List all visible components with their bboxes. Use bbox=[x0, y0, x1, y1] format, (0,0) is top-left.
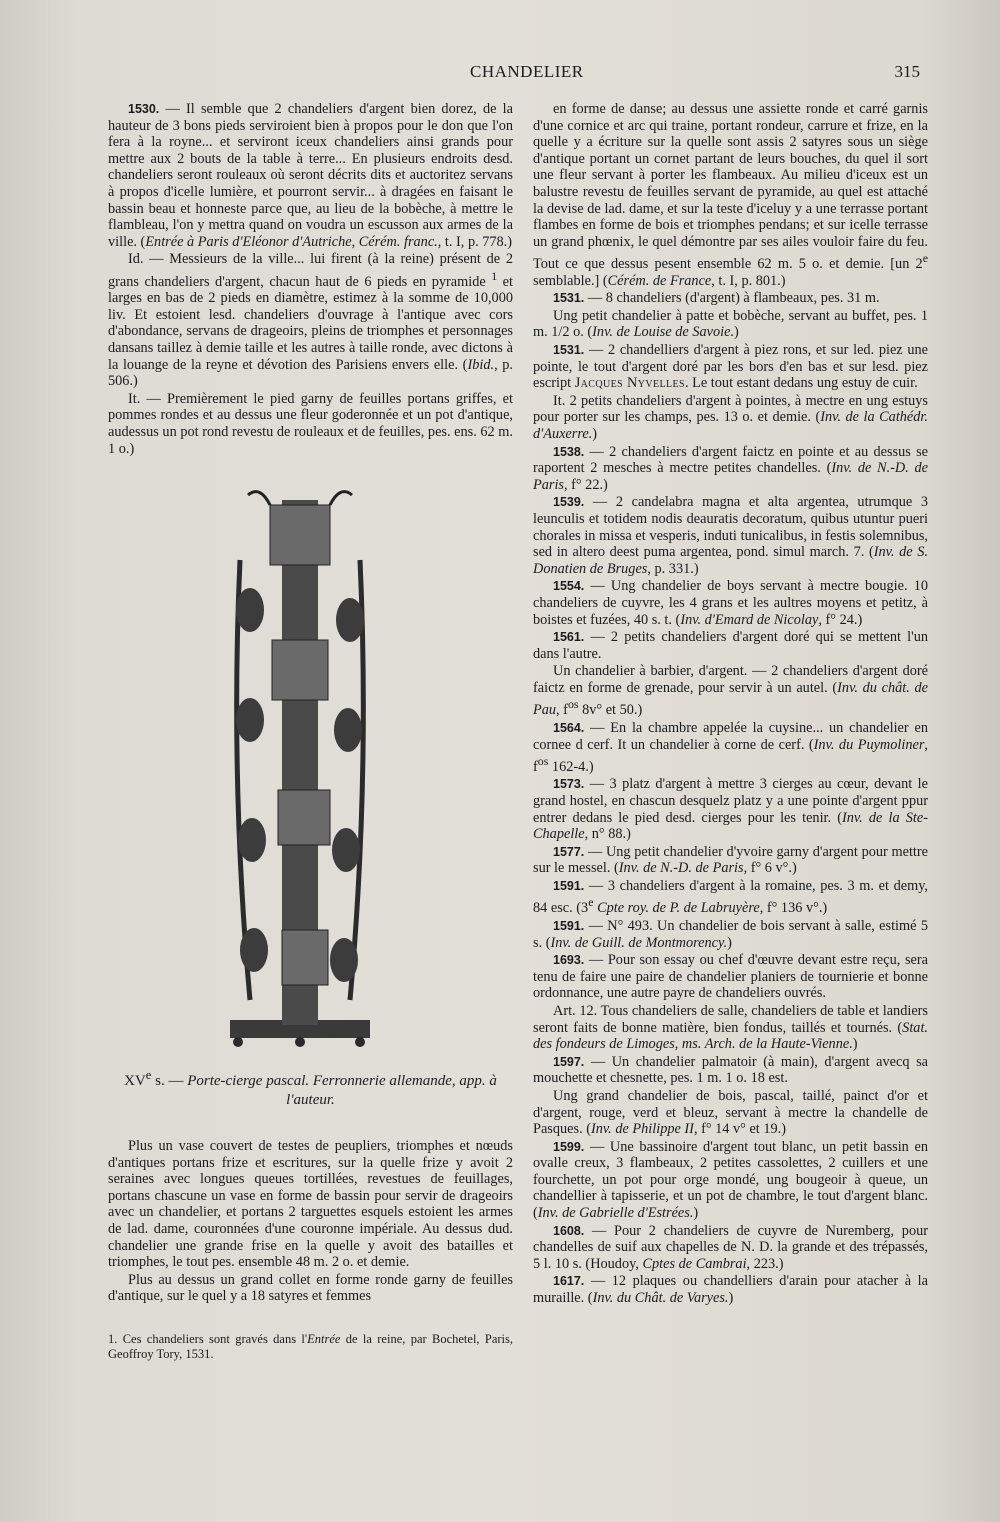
entry-year: 1530. bbox=[128, 102, 160, 116]
entry-paragraph bbox=[533, 629, 928, 662]
entry-year: 1539. bbox=[553, 495, 585, 510]
entry-paragraph bbox=[533, 101, 928, 289]
entry-paragraph bbox=[533, 844, 928, 877]
entry-text: — 3 chandeliers d'argent à la romaine, pes. 3 m. et demy, 84 esc. (3e Cpte roy. de P. de Labruyère, f° 136 v°.) bbox=[533, 878, 928, 917]
entry-paragraph bbox=[533, 1003, 928, 1053]
entry-year: 1617. bbox=[553, 1274, 585, 1289]
entry-text: — N° 493. Un chandelier de bois servant à salle, estimé 5 s. (Inv. de Guill. de Montmorency.) bbox=[533, 917, 928, 951]
entry-year: 1531. bbox=[553, 343, 585, 358]
entry-paragraph bbox=[108, 1272, 513, 1305]
entry-year: 1573. bbox=[553, 777, 585, 792]
caption-text: XVe s. — Porte-cierge pascal. Ferronnerie allemande, app. à l'auteur. bbox=[124, 1068, 497, 1108]
entry-text: — 2 petits chandeliers d'argent doré qui se mettent l'un dans l'autre. bbox=[533, 629, 928, 662]
footnote bbox=[108, 1332, 513, 1362]
entry-paragraph bbox=[533, 663, 928, 719]
entry-paragraph bbox=[533, 1054, 928, 1087]
entry-paragraph bbox=[108, 391, 513, 457]
paschal-candlestick-engraving bbox=[230, 480, 370, 1050]
entry-text: Id. — Messieurs de la ville... lui firent (à la reine) présent de 2 grans chandeliers d'argent, chacun haut de 6 pieds en pyramide $^1$ et larges en bas de 2 pieds en diamètre, estimez à la somme de 10,000 liv. Et estoient lesd. chandeliers d'ouvrage à l'antique avec cors d'abondance, servans de drageoirs, pleins de triomphes et personnages dansans taillez à demie taille et les autres à taille ronde, avec dictons à la louange de la reyne et dévotion des Parisiens envers elle. (Ibid., p. 506.) bbox=[108, 251, 513, 390]
footnote-text: 1. Ces chandeliers sont gravés dans l'Entrée de la reine, par Bochetel, Paris, Geoffroy Tory, 1531. bbox=[108, 1332, 513, 1361]
entry-text: — Il semble que 2 chandeliers d'argent bien dorez, de la hauteur de 3 bons pieds serviroient bien à propos pour le don que l'on fera à la royne... et serviront iceux chandeliers ainsi grands pour mettre aux 2 bouts de la table à terre... En plusieurs endroits desd. chandeliers seront rouleaux où seront décrits dits et auctoritez servans à propos d'icelle lumière, et pourront servir... à dragées en faisant le bassin beau et honneste parce que, au lieu de la bobèche, à mettre le flambleau, l'on y mettra quand on voudra un escusson aux armes de la ville. (Entrée à Paris d'Eléonor d'Autriche, Cérém. franc., t. I, p. 778.) bbox=[108, 101, 513, 250]
entry-text: — 2 candelabra magna et alta argentea, utrumque 3 leunculis et totidem nodis deauratis decoratum, quibus utuntur pueri chorales in missa et vesperis, induti tunicalibus, in festis solemnibus, sed in altero deest puma argentea, pond. simul march. 7. (Inv. de S. Donatien de Bruges, p. 331.) bbox=[533, 494, 929, 577]
entry-paragraph bbox=[533, 342, 928, 392]
entry-text: — 12 plaques ou chandelliers d'arain pour atacher à la muraille. (Inv. du Chât. de Varyes.) bbox=[533, 1273, 928, 1307]
entry-text: Art. 12. Tous chandeliers de salle, chandeliers de table et landiers seront faits de bonne matière, bien fondus, taillés et tournés. (Stat. des fondeurs de Limoges, ms. Arch. de la Haute-Vienne.) bbox=[533, 1002, 928, 1053]
entry-paragraph bbox=[533, 918, 928, 951]
entry-year: 1538. bbox=[553, 444, 585, 459]
right-column bbox=[533, 101, 928, 1308]
entry-paragraph bbox=[108, 1138, 513, 1271]
entry-paragraph bbox=[533, 393, 928, 443]
entry-text: Un chandelier à barbier, d'argent. — 2 chandeliers d'argent doré faictz en forme de grenade, pour servir à un autel. (Inv. du chât. de Pau, $f^{os}$ 8v° et 50.) bbox=[533, 663, 928, 719]
entry-year: 1591. bbox=[553, 879, 585, 894]
entry-text: It. 2 petits chandeliers d'argent à pointes, à mectre en ung estuys pour porter sur les champs, pes. 13 o. et demie. (Inv. de la Cathédr. d'Auxerre.) bbox=[533, 392, 928, 443]
entry-year: 1591. bbox=[553, 918, 585, 933]
entry-paragraph bbox=[533, 290, 928, 307]
entry-text: — Une bassinoire d'argent tout blanc, un petit bassin en ovalle creux, 3 flambeaux, 2 petites cassolettes, 2 cuillers et une fourchette, un pot pour orge mondé, ung bougeoir à queue, un chandellier à tapisserie, et un pot de chambre, le tout d'argent blanc. (Inv. de Gabrielle d'Estrées.) bbox=[533, 1138, 928, 1222]
entry-paragraph bbox=[533, 952, 928, 1002]
left-column-continued bbox=[108, 1138, 513, 1306]
entry-paragraph bbox=[533, 444, 928, 494]
entry-paragraph bbox=[533, 720, 928, 776]
entry-paragraph bbox=[533, 1088, 928, 1138]
entry-year: 1564. bbox=[553, 720, 585, 735]
entry-paragraph bbox=[533, 878, 928, 917]
entry-year: 1599. bbox=[553, 1139, 585, 1154]
entry-year: 1577. bbox=[553, 844, 585, 859]
entry-text: — Pour son essay ou chef d'œuvre devant estre reçu, sera tenu de faire une paire de chandelier planiers de tournierie et bonne ordonnance, une autre payre de chandeliers ouvrés. bbox=[533, 952, 928, 1002]
entry-text: Plus un vase couvert de testes de peupliers, triomphes et nœuds d'antiques portans frize et escritures, sur la quelle frize y avoit 2 seraines avec longues queues tortillées, revestues de feuillages, portans chascune un vase en forme de bassin pour servir de drageoirs avec un chandelier, et portans 2 targuettes esquels estoient les armes de lad. dame, couronnées d'une couronne impériale. Au dessus dud. chandelier une grande frise en la quelle y avoit des batailles et triomphes, le tout pes. ensemble 48 m. 2 o. et demie. bbox=[108, 1138, 513, 1271]
entry-text: — Ung petit chandelier d'yvoire garny d'argent pour mettre sur le messel. (Inv. de N.-D. de Paris, f° 6 v°.) bbox=[533, 843, 928, 877]
entry-text: Ung grand chandelier de bois, pascal, taillé, painct d'or et d'argent, rouge, verd et bleuz, servant à mectre la chandelle de Pasques. (Inv. de Philippe II, f° 14 v° et 19.) bbox=[533, 1087, 928, 1138]
entry-text: Plus au dessus un grand collet en forme ronde garny de feuilles d'antique, sur le quel y a 18 satyres et femmes bbox=[108, 1271, 513, 1305]
entry-paragraph bbox=[108, 251, 513, 390]
entry-text: — Ung chandelier de boys servant à mectre bougie. 10 chandeliers de cuyvre, les 4 grans et les aultres moyens et petitz, à boistes et fuzées, 40 s. t. (Inv. d'Emard de Nicolay, f° 24.) bbox=[533, 578, 928, 628]
entry-year: 1693. bbox=[553, 953, 585, 968]
entry-year: 1531. bbox=[553, 291, 585, 306]
entry-year: 1597. bbox=[553, 1054, 585, 1069]
entry-text: — 2 chandelliers d'argent à piez rons, et sur led. piez une pointe, le tout d'argent doré par les bors d'en bas et sur lesd. piez escript Jacques Nyvelles. Le tout estant dedans ung estuy de cuir. bbox=[533, 342, 928, 392]
entry-text: — En la chambre appelée la cuysine... un chandelier en cornee d cerf. It un chandelier à corne de cerf. (Inv. du Puymoliner, $f^{os}$ 162-4.) bbox=[533, 719, 928, 775]
entry-text: — Un chandelier palmatoir (à main), d'argent avecq sa mouchette et chesnette, pes. 1 m. 1 o. 18 est. bbox=[533, 1053, 928, 1087]
page-title: CHANDELIER bbox=[470, 62, 584, 81]
left-column bbox=[108, 101, 513, 458]
figure-caption bbox=[108, 1066, 513, 1110]
entry-paragraph bbox=[533, 1139, 928, 1222]
entry-paragraph bbox=[533, 1273, 928, 1306]
entry-text: Ung petit chandelier à patte et bobèche, servant au buffet, pes. 1 m. 1/2 o. (Inv. de Louise de Savoie.) bbox=[533, 307, 928, 341]
entry-paragraph bbox=[533, 776, 928, 842]
entry-paragraph bbox=[533, 308, 928, 341]
entry-text: en forme de danse; au dessus une assiette ronde et carré garnis d'une cornice et arc qui traine, portant rondeur, carrure et frize, en la quelle y a écriture sur la quelle sont assis 2 satyres sous un siège d'antique portant un cornet partant de leurs bouches, du quel il sort une fleur servant à porter les flambeaux. Au milieu d'iceux est un balustre revestu de feuilles servant de pyramide, au quel est attaché la devise de lad. dame, et sur la teste d'iceluy y a une terrasse portant flambes en forme de bois et triomphes pendans; et sur icelle terrasse un grand phœnix, le quel démontre par ses ailes vouloir faire du feu. Tout ce que dessus pesent ensemble 62 m. 5 o. et demie. [un 2e semblable.] (Cérém. de France, t. I, p. 801.) bbox=[533, 101, 928, 289]
entry-text: — Pour 2 chandeliers de cuyvre de Nuremberg, pour chandelles de suif aux chapelles de N. D. la grande et des trépassés, 5 l. 10 s. (Houdoy, Cptes de Cambrai, 223.) bbox=[533, 1222, 928, 1272]
entry-text: — 3 platz d'argent à mettre 3 cierges au cœur, devant le grand hostel, en chascun desquelz platz y a une pointe d'argent ppur entrer dedans le pied desd. cierges pour les tenir. (Inv. de la Ste-Chapelle, n° 88.) bbox=[533, 776, 928, 843]
entry-year: 1554. bbox=[553, 579, 585, 594]
running-head bbox=[0, 62, 1000, 88]
entry-paragraph bbox=[533, 578, 928, 628]
entry-year: 1561. bbox=[553, 630, 585, 645]
entry-text: — 8 chandeliers (d'argent) à flambeaux, pes. 31 m. bbox=[584, 290, 880, 307]
entry-text: It. — Premièrement le pied garny de feuilles portans griffes, et pommes rondes et au dessus une fleur goderonnée et un pot d'antique, audessus un pot rond revestu de rouleaux et de feuilles, pes. ens. 62 m. 1 o.) bbox=[108, 390, 513, 457]
entry-text: — 2 chandeliers d'argent faictz en pointe et au dessus se raportent 2 mesches à mectre petites chandelles. (Inv. de N.-D. de Paris, f° 22.) bbox=[533, 443, 929, 493]
page-number: 315 bbox=[894, 62, 920, 81]
entry-year: 1608. bbox=[553, 1223, 585, 1238]
entry-paragraph bbox=[533, 1223, 928, 1273]
entry-paragraph bbox=[108, 101, 513, 250]
entry-paragraph bbox=[533, 494, 928, 577]
